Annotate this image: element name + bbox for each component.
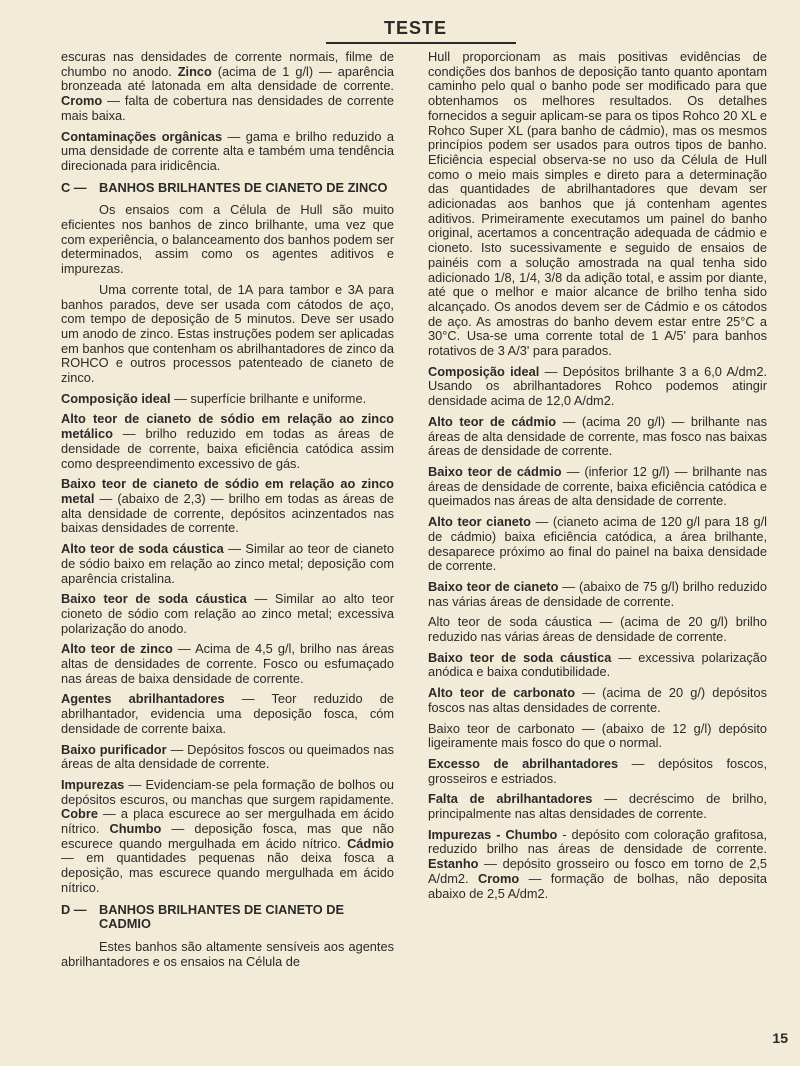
- paragraph: Composição ideal — Depósitos brilhante 3 a 6,0 A/dm2. Usando os abrilhantadores Rohco podemos atingir densidade acima de 12,0 A/dm2.: [428, 363, 767, 409]
- paragraph: Agentes abrilhantadores — Teor reduzido de abrilhantador, evidencia uma deposição fosca, cóm densidade de corrente baixa.: [61, 691, 394, 736]
- paragraph: Alto teor de cianeto de sódio em relação ao zinco metálico — brilho reduzido em todas as áreas de densidade de corrente, baixa eficiência catódica assim como despreendimento excessivo de gás.: [61, 411, 394, 471]
- paragraph: Baixo teor de soda cáustica — Similar ao alto teor cioneto de sódio com relação ao zinco metal; excessiva polarização do anodo.: [61, 591, 394, 636]
- paragraph: Excesso de abrilhantadores — depósitos foscos, grosseiros e estriados.: [428, 755, 767, 786]
- paragraph: Composição ideal — superfície brilhante e uniforme.: [61, 390, 367, 406]
- paragraph: Impurezas - Chumbo - depósito com coloração grafitosa, reduzido brilho nas áreas de densidade de corrente. Estanho — depósito grosseiro ou fosco em torno de 2,5 A/dm2. Cromo — formação de bolhas, não deposita abaixo de 2,5 A/dm2.: [428, 826, 767, 901]
- paragraph: Alto teor de soda cáustica — Similar ao teor de cianeto de sódio baixo em relação ao zinco metal; deposição com aparência cristalina.: [61, 541, 394, 586]
- paragraph: Alto teor de cádmio — (acima 20 g/l) — brilhante nas áreas de alta densidade de corrente, mas fosco nas baixas áreas de densidade de corrente.: [428, 413, 767, 459]
- paragraph: Baixo teor de soda cáustica — excessiva polarização anódica e baixa condutibilidade.: [428, 649, 767, 680]
- section-heading-c: C — BANHOS BRILHANTES DE CIANETO DE ZINCO: [61, 179, 388, 195]
- paragraph: Alto teor de soda cáustica — (acima de 20 g/l) brilho reduzido nas várias áreas de densidade de corrente.: [428, 614, 767, 645]
- left-column: [61, 50, 394, 975]
- paragraph: Baixo teor de cianeto — (abaixo de 75 g/l) brilho reduzido nas várias áreas de densidade de corrente.: [428, 578, 767, 609]
- right-column: [428, 50, 767, 907]
- paragraph: Impurezas — Evidenciam-se pela formação de bolhos ou depósitos escuros, ou manchas que surgem rapidamente. Cobre — a placa escurece ao ser mergulhada em ácido nítrico. Chumbo — deposição fosca, mas que não escurece quando mergulhada em ácido nítrico. Cádmio — em quantidades pequenas não deixa fosca a deposição, mas escurece quando mergulhada em ácido nítrico.: [61, 776, 394, 895]
- section-heading-d: D — BANHOS BRILHANTES DE CIANETO DE CADMIO: [61, 901, 345, 932]
- paragraph: Alto teor cianeto — (cianeto acima de 120 g/l para 18 g/l de cádmio) baixa eficiência catódica, a área brilhante, desaparece próximo ao final do painel na baixa densidade de corrente.: [428, 514, 767, 574]
- paragraph: Os ensaios com a Célula de Hull são muito eficientes nos banhos de zinco brilhante, uma vez que com experiência, o balanceamento dos banhos podem ser determinados, assim como os agentes aditivos e impurezas.: [61, 202, 394, 277]
- paragraph: Falta de abrilhantadores — decréscimo de brilho, principalmente nas altas densidades de corrente.: [428, 791, 767, 822]
- page-number: 15: [772, 1030, 788, 1046]
- page-header-title: TESTE: [384, 18, 448, 38]
- paragraph: Estes banhos são altamente sensíveis aos agentes abrilhantadores e os ensaios na Célula de: [61, 938, 394, 969]
- paragraph: Uma corrente total, de 1A para tambor e 3A para banhos parados, deve ser usada com cátodos de aço, com tempo de deposição de 5 minutos. Deve ser usado um anodo de zinco. Estas instruções podem ser aplicadas em banhos que contenham os abrilhantadores de zinco da ROHCO e outros processos patenteado de cianeto de zinco.: [61, 281, 394, 386]
- paragraph: Contaminações orgânicas — gama e brilho reduzido a uma densidade de corrente alta e também uma tendência direcionada para iridicência.: [61, 128, 394, 173]
- paragraph: Baixo teor de cianeto de sódio em relação ao zinco metal — (abaixo de 2,3) — brilho em todas as áreas de alta densidade de corrente, depósitos acinzentados nas baixas densidades de corrente.: [61, 476, 394, 536]
- paragraph: Alto teor de carbonato — (acima de 20 g/) depósitos foscos nas altas densidades de corrente.: [428, 685, 767, 715]
- paragraph: Baixo teor de carbonato — (abaixo de 12 g/l) depósito ligeiramente mais fosco do que o normal.: [428, 720, 767, 751]
- paragraph: Baixo teor de cádmio — (inferior 12 g/l) — brilhante nas áreas de densidade de corrente, baixa eficiência catódica e queimados nas áreas de alta densidade de corrente.: [428, 463, 767, 509]
- paragraph: escuras nas densidades de corrente normais, filme de chumbo no anodo. Zinco (acima de 1 g/l) — aparência bronzeada até latonada em alta densidade de corrente. Cromo — falta de cobertura nas densidades de corrente mais baixa.: [61, 49, 394, 123]
- paragraph: Baixo purificador — Depósitos foscos ou queimados nas áreas de alta densidade de corrente.: [61, 741, 394, 772]
- paragraph: Hull proporcionam as mais positivas evidências de condições dos banhos de deposição tanto quanto apontam caminho pelo qual o banho pode ser modificado para que obtenhamos os melhores resultados. Os detalhes fornecidos a seguir aplicam-se para os tipos Rohco 20 XL e Rohco Super XL (para banho de cádmio), mas os mesmos princípios podem ser usados para outros tipos de banho. Eficiência especial observa-se no uso da Célula de Hull como o meio mais simples e direto para a determinação das quantidades de abrilhantadores que devam ser adicionadas aos banhos que já contenham agentes aditivos. Primeiramente executamos um painel do banho original, acertamos a concentração adequada de cádmio e cioneto. Isto sucessivamente e seguido de ensaios de painéis com a solução amostrada na qual tenha sido adicionado 1/8, 1/4, 3/8 da adição total, e assim por diante, até que o melhor e maior alcance de brilho tenha sido alcançado. Os anodos devem ser de Cádmio e os cátodos de aço. As amostras do banho devem estar entre 25°C a 30°C. Usa-se uma corrente total de 1 A/5' para banhos rotativos de 3 A/3' para parados.: [428, 49, 767, 359]
- paragraph: Alto teor de zinco — Acima de 4,5 g/l, brilho nas áreas altas de densidades de corrente. Fosco ou esfumaçado nas áreas de baixa densidade de corrente.: [61, 641, 395, 686]
- header-rule: [326, 42, 516, 44]
